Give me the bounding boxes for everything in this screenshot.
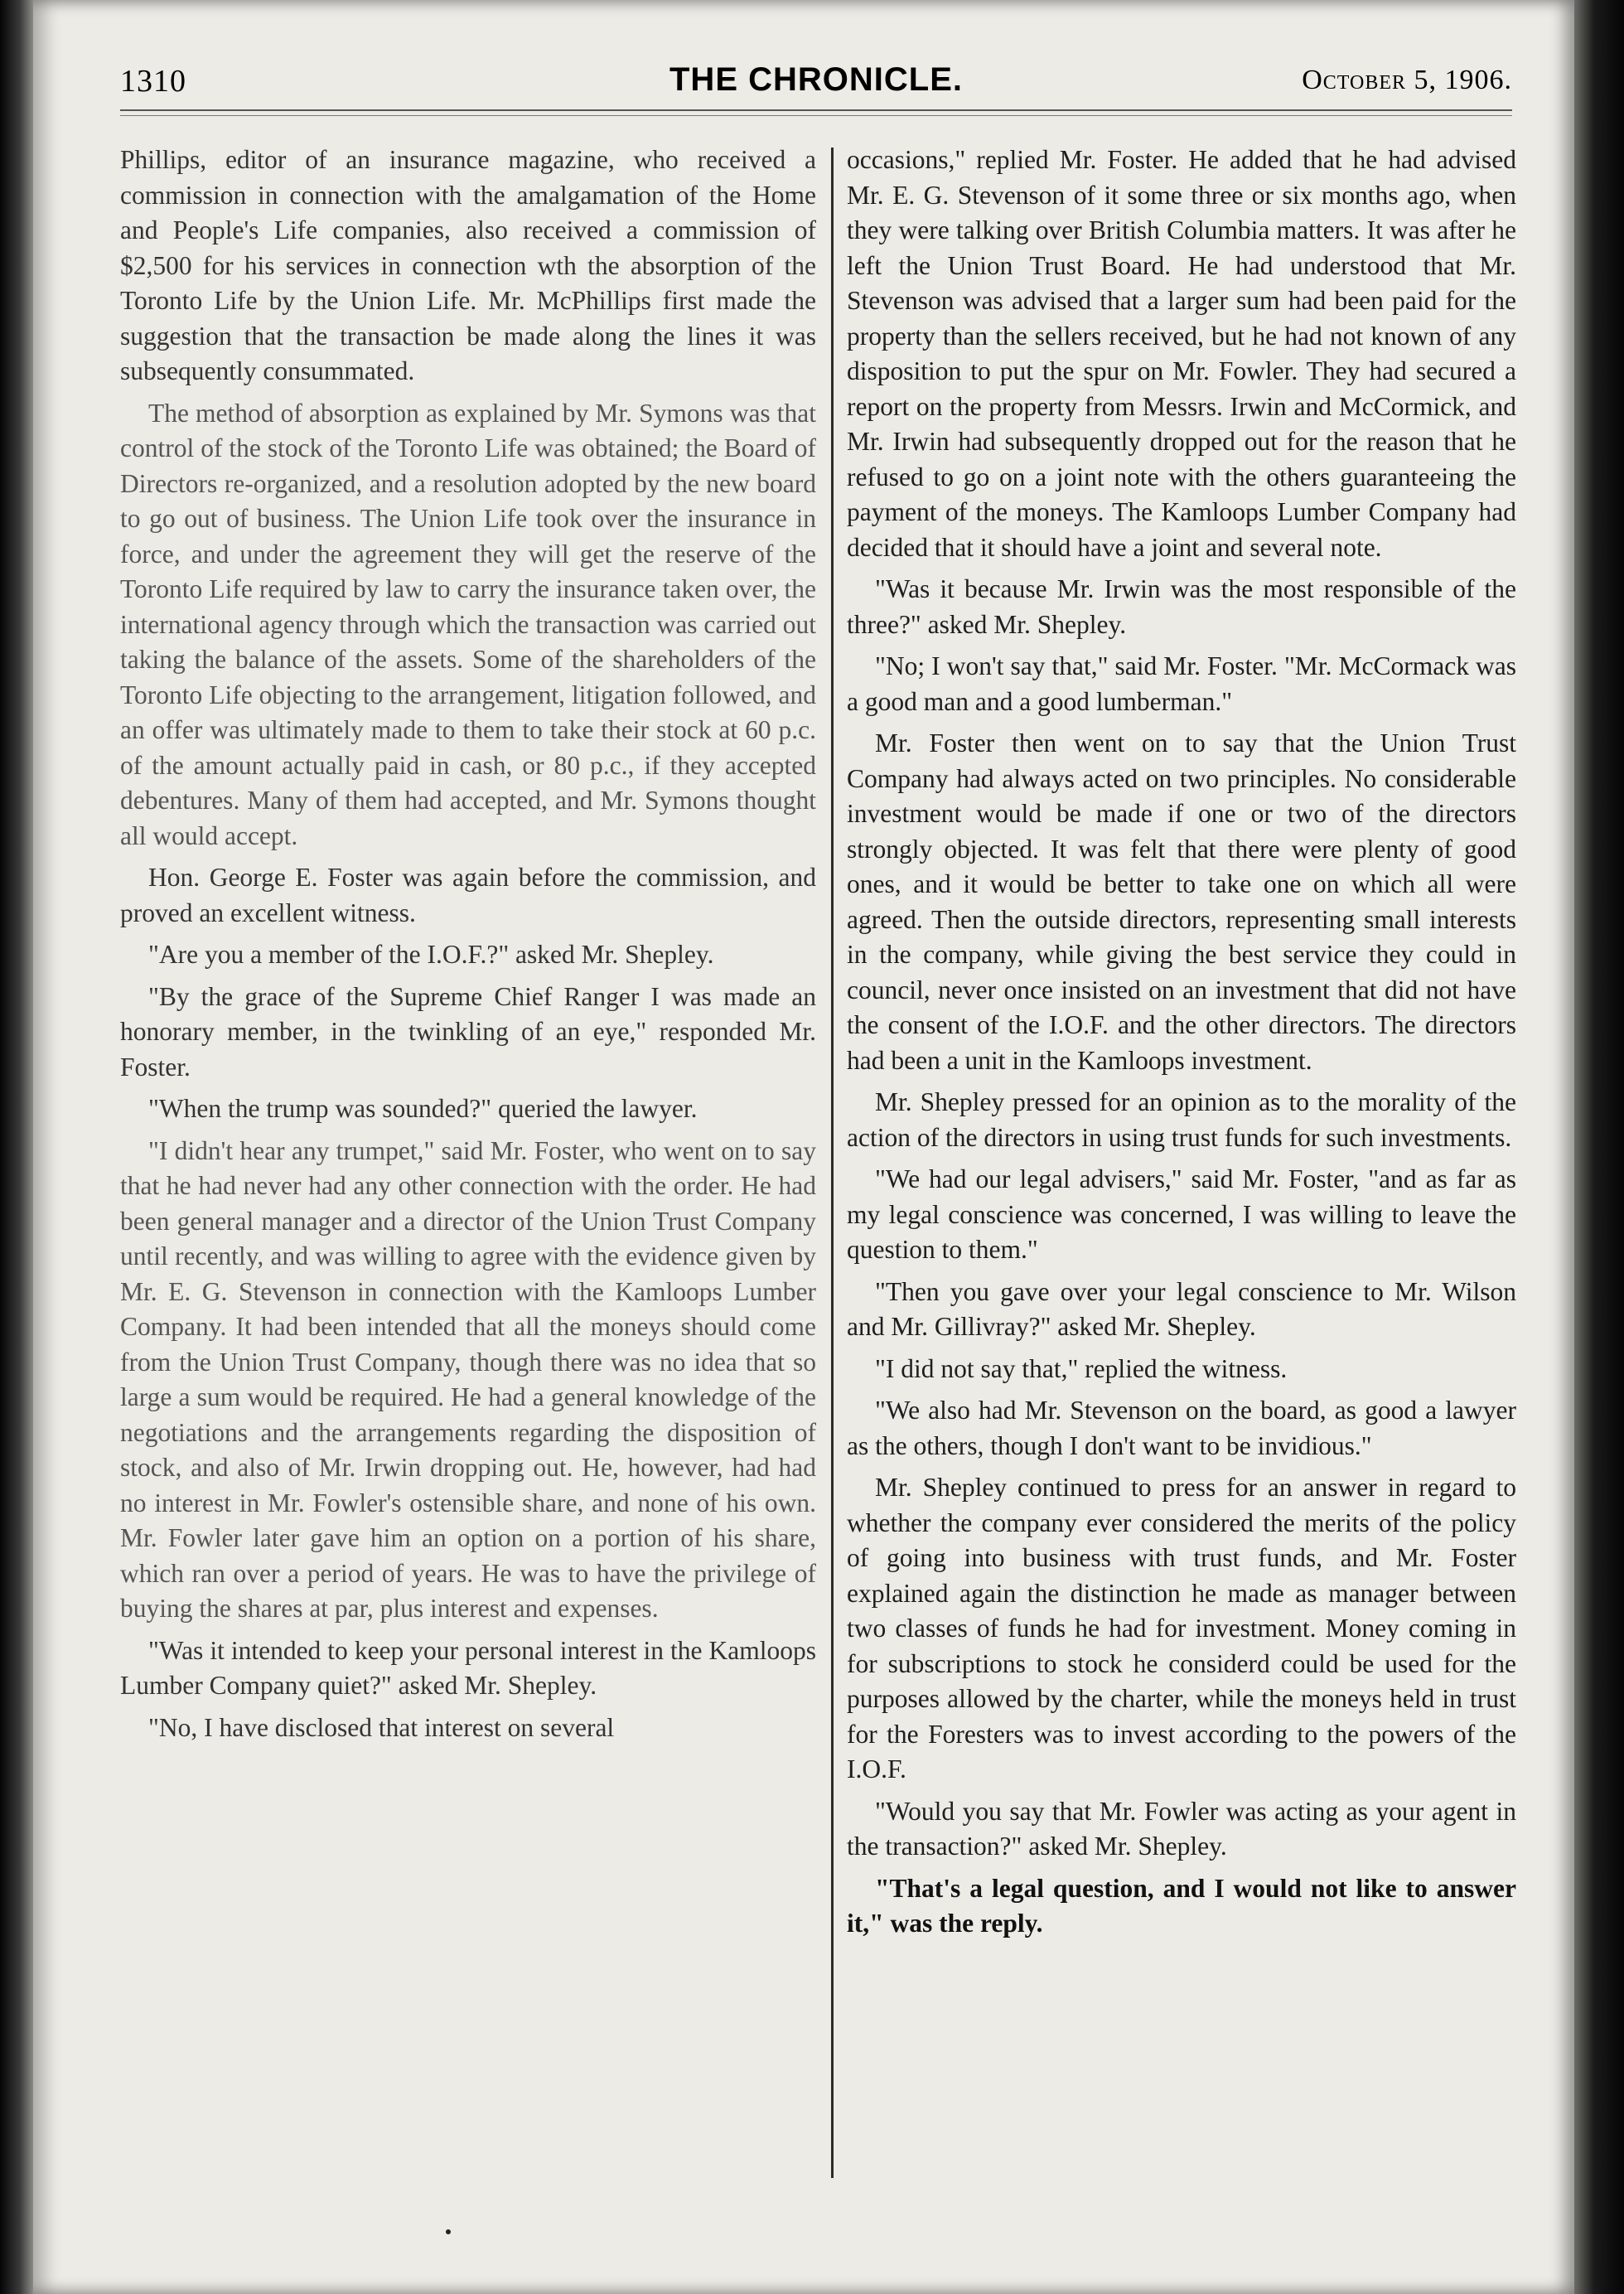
book-binding-left <box>0 0 33 2294</box>
paragraph: "We also had Mr. Stevenson on the board, as good a lawyer as the others, though I don't want to be invidious." <box>847 1396 1516 1460</box>
journal-title: THE CHRONICLE. <box>669 61 963 98</box>
paragraph: "By the grace of the Supreme Chief Ranger I was made an honorary member, in the twinkling of an eye," responded Mr. Foster. <box>120 981 816 1082</box>
book-binding-right <box>1574 0 1624 2294</box>
page-header <box>120 56 1512 114</box>
paragraph: "We had our legal advisers," said Mr. Foster, "and as far as my legal conscience was concerned, I was willing to leave the question to them." <box>847 1164 1516 1264</box>
paragraph: Mr. Shepley pressed for an opinion as to the morality of the action of the directors in using trust funds for such investments. <box>847 1087 1516 1152</box>
left-column <box>120 143 816 2214</box>
paragraph: "I did not say that," replied the witness. <box>875 1353 1288 1383</box>
paragraph: Phillips, editor of an insurance magazine, who received a commission in connection with the amalgamation of the Home and People's Life companies, also received a commission of $2,500 for his services in connection wth the absorption of the Toronto Life by the Union Life. Mr. McPhillips first made the suggestion that the transaction be made along the lines it was subsequently consummated. <box>120 145 816 385</box>
paragraph: "When the trump was sounded?" queried the lawyer. <box>148 1094 698 1123</box>
paragraph: Mr. Foster then went on to say that the Union Trust Company had always acted on two principles. No considerable investment would be made if one or two of the directors strongly objected. It was felt that there were plenty of good ones, and it would be better to take one on which all were agreed. Then the outside directors, representing small interests in the company, while giving the best service they could in council, never once insisted on an investment that did not have the consent of the I.O.F. and the other directors. The directors had been a unit in the Kamloops investment. <box>847 728 1516 1075</box>
paragraph: "Then you gave over your legal conscience to Mr. Wilson and Mr. Gillivray?" asked Mr. Shepley. <box>847 1276 1516 1341</box>
paragraph: "Are you a member of the I.O.F.?" asked Mr. Shepley. <box>148 940 714 969</box>
paragraph: "Would you say that Mr. Fowler was acting as your agent in the transaction?" asked Mr. Shepley. <box>847 1796 1516 1861</box>
paragraph: occasions," replied Mr. Foster. He added that he had advised Mr. E. G. Stevenson of it some three or six months ago, when they were talking over British Columbia matters. It was after he left the Union Trust Board. He had understood that Mr. Stevenson was advised that a larger sum had been paid for the property than the sellers received, but he had not known of any disposition to put the spur on Mr. Fowler. They had secured a report on the property from Messrs. Irwin and McCormick, and Mr. Irwin had subsequently dropped out for the reason that he refused to go on a joint note with the others guaranteeing the payment of the moneys. The Kamloops Lumber Company had decided that it should have a joint and several note. <box>847 145 1516 562</box>
ink-speck <box>446 2229 451 2234</box>
paragraph: "Was it because Mr. Irwin was the most responsible of the three?" asked Mr. Shepley. <box>847 574 1516 639</box>
paragraph: "No; I won't say that," said Mr. Foster. "Mr. McCormack was a good man and a good lumberman." <box>847 651 1516 716</box>
header-rule <box>120 109 1512 116</box>
issue-date: October 5, 1906. <box>1302 65 1512 95</box>
page-number: 1310 <box>120 64 186 99</box>
paragraph: "That's a legal question, and I would not like to answer it," was the reply. <box>847 1873 1516 1938</box>
paragraph: Mr. Shepley continued to press for an answer in regard to whether the company ever considered the merits of the policy of going into business with trust funds, and Mr. Foster explained again the distinction he made as manager between two classes of funds he had for investment. Money coming in for subscriptions to stock he considerd could be used for the purposes allowed by the charter, while the moneys held in trust for the Foresters was to invest according to the powers of the I.O.F. <box>847 1473 1516 1783</box>
paragraph: Hon. George E. Foster was again before the commission, and proved an excellent witness. <box>120 863 816 927</box>
column-divider <box>831 148 834 2178</box>
paragraph: The method of absorption as explained by Mr. Symons was that control of the stock of the Toronto Life was obtained; the Board of Directors re-organized, and a resolution adopted by the new board to go out of business. The Union Life took over the insurance in force, and under the agreement they will get the reserve of the Toronto Life required by law to carry the insurance taken over, the international agency through which the transaction was carried out taking the balance of the assets. Some of the shareholders of the Toronto Life objecting to the arrangement, litigation followed, and an offer was ultimately made to them to take their stock at 60 p.c. of the amount actually paid in cash, or 80 p.c., if they accepted debentures. Many of them had accepted, and Mr. Symons thought all would accept. <box>120 398 816 850</box>
paragraph: "No, I have disclosed that interest on several <box>148 1712 615 1742</box>
paragraph: "Was it intended to keep your personal interest in the Kamloops Lumber Company quiet?" asked Mr. Shepley. <box>120 1635 816 1700</box>
paragraph: "I didn't hear any trumpet," said Mr. Foster, who went on to say that he had never had any other connection with the order. He had been general manager and a director of the Union Trust Company until recently, and was willing to agree with the evidence given by Mr. E. G. Stevenson in connection with the Kamloops Lumber Company. It had been intended that all the moneys should come from the Union Trust Company, though there was no idea that so large a sum would be required. He had a general knowledge of the negotiations and the arrangements regarding the disposition of stock, and also of Mr. Irwin dropping out. He, however, had had no interest in Mr. Fowler's ostensible share, and none of his own. Mr. Fowler later gave him an option on a portion of his share, which ran over a period of years. He was to have the privilege of buying the shares at par, plus interest and expenses. <box>120 1135 816 1623</box>
right-column <box>847 143 1516 2214</box>
